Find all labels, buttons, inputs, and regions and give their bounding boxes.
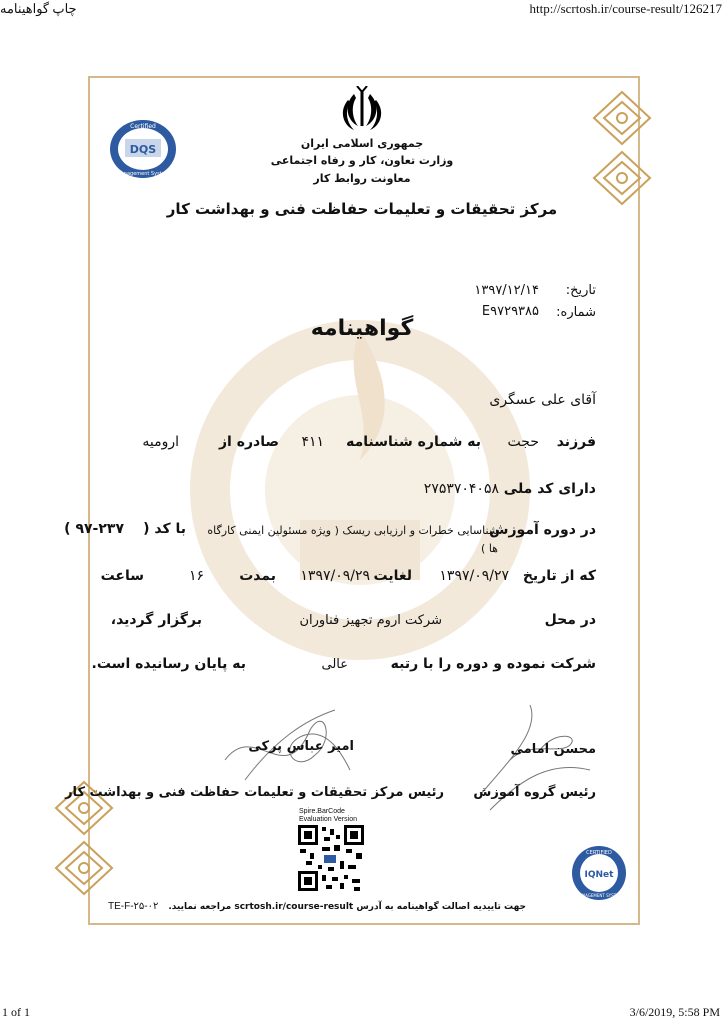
- svg-text:Certified: Certified: [130, 123, 156, 130]
- verification-post: مراجعه نمایید.: [168, 902, 232, 912]
- qr-caption-line1: Spire.BarCode: [299, 808, 345, 815]
- signature-right: [470, 700, 600, 820]
- grade-value: عالی: [321, 657, 348, 672]
- svg-text:Management System: Management System: [116, 171, 170, 177]
- held-text: برگزار گردید،: [110, 612, 202, 628]
- print-page-url[interactable]: http://scrtosh.ir/course-result/126217: [529, 1, 722, 16]
- iran-emblem-icon: [340, 86, 384, 132]
- print-timestamp: 3/6/2019, 5:58 PM: [629, 1005, 720, 1019]
- to-date-value: ۱۳۹۷/۰۹/۲۹: [300, 568, 370, 584]
- svg-text:IQNet: IQNet: [584, 870, 614, 880]
- course-name-line1: شناسایی خطرات و ارزیابی ریسک ( ویژه مسئولین ایمنی کارگاه: [207, 524, 498, 537]
- place-label: در محل: [544, 612, 596, 628]
- header-center: مرکز تحقیقات و تعلیمات حفاظت فنی و بهداشت کار: [166, 200, 558, 218]
- course-code-value: ۹۷-۲۳۷ ): [64, 521, 124, 537]
- issued-value: ارومیه: [142, 434, 179, 450]
- svg-text:MANAGEMENT SYSTEM: MANAGEMENT SYSTEM: [575, 893, 623, 898]
- national-code-label: دارای کد ملی: [503, 481, 596, 497]
- issued-label: صادره از: [218, 434, 279, 450]
- duration-label: بمدت: [239, 568, 276, 584]
- svg-text:DQS: DQS: [129, 143, 157, 156]
- from-date-label: که از تاریخ: [522, 568, 596, 584]
- to-date-label: لغایت: [373, 568, 412, 584]
- from-date-value: ۱۳۹۷/۰۹/۲۷: [439, 568, 509, 584]
- header-ministry: وزارت تعاون، کار و رفاه اجتماعی: [270, 154, 454, 167]
- verification-qr-code[interactable]: [298, 825, 364, 891]
- father-name: حجت: [507, 434, 539, 450]
- recipient-name: آقای علی عسگری: [489, 392, 596, 408]
- duration-value: ۱۶: [188, 568, 204, 584]
- hours-label: ساعت: [100, 568, 144, 584]
- iqnet-certification-logo: [570, 844, 628, 902]
- date-label: تاریخ:: [565, 283, 596, 298]
- number-value: E۹۷۲۹۳۸۵: [481, 304, 539, 319]
- id-value: ۴۱۱: [301, 434, 324, 450]
- national-code-value: ۲۷۵۳۷۰۴۰۵۸: [423, 481, 499, 497]
- child-label: فرزند: [556, 434, 596, 450]
- finished-text: به پایان رسانیده است.: [91, 656, 246, 672]
- form-code: TE-F-۲۵-۰۲: [108, 901, 159, 912]
- verification-pre: جهت تاییدیه اصالت گواهینامه به آدرس: [356, 902, 526, 912]
- date-value: ۱۳۹۷/۱۲/۱۴: [474, 283, 539, 298]
- header-country: جمهوری اسلامی ایران: [300, 137, 424, 150]
- course-label: در دوره آموزش: [489, 522, 596, 538]
- certified-management-system-logo: [108, 118, 178, 180]
- ornament-top-right-icon: [588, 88, 656, 208]
- id-label: به شماره شناسنامه: [346, 434, 481, 450]
- course-name-line2: ها ): [481, 542, 498, 555]
- verification-note: [168, 902, 526, 912]
- grade-label: شرکت نموده و دوره را با رتبه: [390, 656, 596, 672]
- print-page-number: 1 of 1: [2, 1005, 30, 1019]
- verification-url[interactable]: scrtosh.ir/course-result: [234, 902, 354, 912]
- qr-caption: [299, 808, 357, 824]
- certificate-title: گواهینامه: [310, 316, 414, 341]
- svg-text:CERTIFIED: CERTIFIED: [586, 850, 612, 856]
- place-value: شرکت اروم تجهیز فناوران: [299, 613, 442, 628]
- qr-caption-line2: Evaluation Version: [299, 816, 357, 823]
- print-page-title: چاپ گواهینامه: [0, 1, 77, 16]
- header-deputy: معاونت روابط کار: [313, 172, 411, 185]
- course-code-label: با کد (: [143, 521, 186, 537]
- right-signer-name: محسن امامی: [510, 742, 596, 757]
- left-signer-name: امیر عباس پرکی: [248, 739, 354, 754]
- right-signer-title: رئیس گروه آموزش: [473, 785, 596, 800]
- left-signer-title: رئیس مرکز تحقیقات و تعلیمات حفاظت فنی و بهداشت کار: [65, 785, 444, 800]
- number-label: شماره:: [556, 305, 596, 320]
